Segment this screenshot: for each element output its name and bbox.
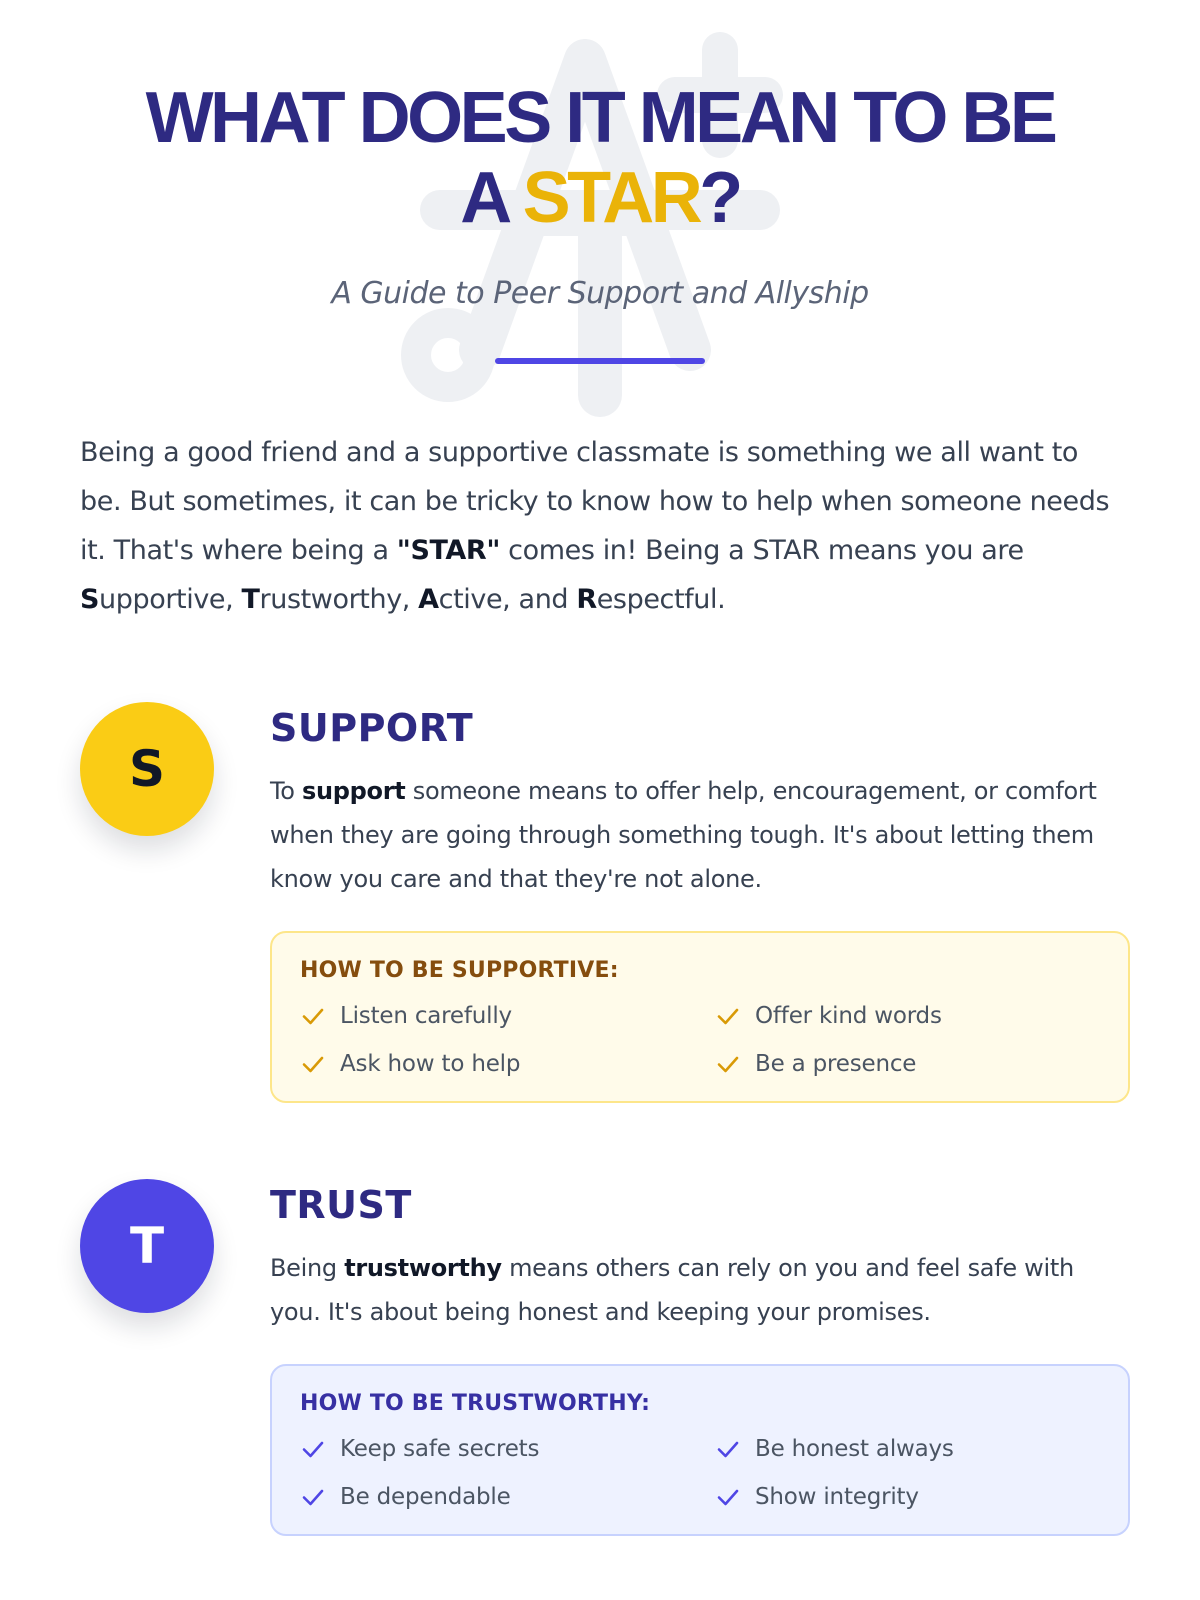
trust-text-pre: Being [270, 1254, 345, 1282]
page-subtitle: A Guide to Peer Support and Allyship [331, 276, 869, 311]
check-icon [715, 1484, 741, 1510]
intro-t-rest: rustworthy, [259, 584, 419, 615]
intro-text-2: comes in! Being a STAR means you are [499, 535, 1024, 566]
list-item-label: Show integrity [755, 1484, 919, 1510]
title-line-1: WHAT DOES IT MEAN TO BE [145, 78, 1055, 158]
support-text-pre: To [270, 777, 302, 805]
support-text-bold: support [302, 777, 406, 805]
check-icon [715, 1051, 741, 1077]
intro-r-letter: R [576, 584, 597, 615]
check-icon [715, 1003, 741, 1029]
trust-title: TRUST [270, 1183, 412, 1227]
list-item [300, 1001, 715, 1031]
hero [0, 0, 1200, 364]
check-icon [715, 1436, 741, 1462]
support-title: SUPPORT [270, 706, 474, 750]
trust-letter-badge: T [80, 1179, 214, 1313]
trust-text-post: means others can rely on you and feel safe with you. It's about being honest and keeping your promises. [270, 1254, 1074, 1326]
support-tips-list [300, 1001, 1100, 1079]
trust-tips-box [270, 1364, 1130, 1536]
list-item-label: Be a presence [755, 1051, 917, 1077]
list-item-label: Ask how to help [340, 1051, 521, 1077]
title-star-highlight: STAR [522, 158, 700, 238]
check-icon [300, 1051, 326, 1077]
title-a: A [460, 158, 507, 238]
list-item [715, 1434, 1130, 1464]
check-icon [300, 1484, 326, 1510]
trust-tips-title: HOW TO BE TRUSTWORTHY: [300, 1391, 651, 1416]
list-item-label: Keep safe secrets [340, 1436, 540, 1462]
title-question-mark: ? [699, 158, 740, 238]
list-item-label: Offer kind words [755, 1003, 942, 1029]
list-item-label: Be dependable [340, 1484, 511, 1510]
list-item [715, 1482, 1130, 1512]
list-item [715, 1049, 1130, 1079]
support-text-post: someone means to offer help, encouragement, or comfort when they are going through something tough. It's about letting them know you care and that they're not alone. [270, 777, 1097, 893]
list-item [715, 1001, 1130, 1031]
support-content [270, 702, 1120, 1103]
intro-star-quote: "STAR" [396, 535, 500, 566]
support-letter-badge: S [80, 702, 214, 836]
intro-s-rest: upportive, [99, 584, 242, 615]
support-tips-box [270, 931, 1130, 1103]
trust-text-bold: trustworthy [344, 1254, 502, 1282]
intro-t-letter: T [241, 584, 260, 615]
list-item [300, 1482, 715, 1512]
support-description [270, 769, 1120, 901]
trust-tips-list [300, 1434, 1100, 1512]
check-icon [300, 1003, 326, 1029]
check-icon [300, 1436, 326, 1462]
list-item-label: Be honest always [755, 1436, 954, 1462]
trust-content [270, 1179, 1120, 1536]
list-item [300, 1049, 715, 1079]
trust-description [270, 1246, 1120, 1334]
intro-a-rest: ctive, and [438, 584, 577, 615]
support-tips-title: HOW TO BE SUPPORTIVE: [300, 958, 619, 983]
intro-a-letter: A [418, 584, 439, 615]
list-item [300, 1434, 715, 1464]
intro-paragraph [80, 428, 1120, 624]
title-divider [495, 358, 705, 364]
page-title [0, 78, 1200, 238]
list-item-label: Listen carefully [340, 1003, 512, 1029]
intro-text-1: Being a good friend and a supportive classmate is something we all want to be. But sometimes, it can be tricky to know how to help when someone needs it. That's where being a [80, 437, 1110, 566]
intro-s-letter: S [80, 584, 100, 615]
intro-r-rest: espectful. [596, 584, 726, 615]
